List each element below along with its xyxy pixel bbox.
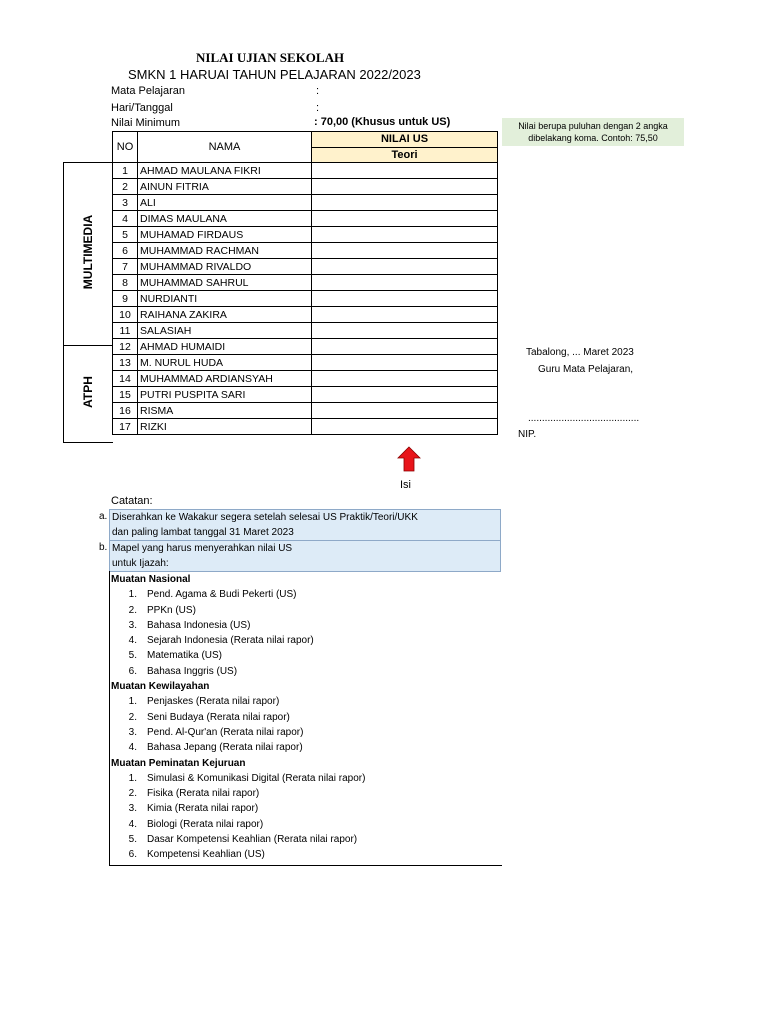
- note-marker-b: b.: [99, 542, 108, 553]
- list-item-label: Matematika (US): [147, 650, 223, 662]
- note-b-line-2: untuk Ijazah:: [112, 558, 169, 569]
- subject-category: Muatan Kewilayahan: [111, 681, 210, 693]
- row-name: SALASIAH: [138, 323, 312, 339]
- row-value-input[interactable]: [312, 291, 498, 307]
- row-value-input[interactable]: [312, 339, 498, 355]
- subject-list: [111, 572, 501, 863]
- row-name: M. NURUL HUDA: [138, 355, 312, 371]
- list-item-number: 2.: [128, 604, 137, 616]
- row-name: MUHAMAD FIRDAUS: [138, 227, 312, 243]
- row-no: 9: [113, 291, 138, 307]
- table-row: [113, 243, 498, 259]
- list-item: [111, 648, 501, 663]
- field-label-nilai-minimum: Nilai Minimum: [111, 117, 181, 129]
- table-row: [113, 211, 498, 227]
- row-value-input[interactable]: [312, 195, 498, 211]
- arrow-up-icon: [397, 446, 421, 472]
- note-a-line-2: dan paling lambat tanggal 31 Maret 2023: [112, 527, 294, 538]
- header-nilai-us: NILAI US: [312, 132, 498, 148]
- row-name: AINUN FITRIA: [138, 179, 312, 195]
- notes-heading: Catatan:: [111, 495, 153, 507]
- table-row: [113, 227, 498, 243]
- row-value-input[interactable]: [312, 179, 498, 195]
- row-value-input[interactable]: [312, 275, 498, 291]
- signature-nip: NIP.: [518, 429, 537, 440]
- table-row: [113, 163, 498, 179]
- list-item: [111, 847, 501, 862]
- row-no: 16: [113, 403, 138, 419]
- table-row: [113, 403, 498, 419]
- list-item-label: Bahasa Indonesia (US): [147, 619, 251, 631]
- note-b-line-1: Mapel yang harus menyerahkan nilai US: [112, 543, 293, 554]
- row-value-input[interactable]: [312, 323, 498, 339]
- table-row: [113, 339, 498, 355]
- row-name: ALI: [138, 195, 312, 211]
- list-item: [111, 587, 501, 602]
- row-name: AHMAD MAULANA FIKRI: [138, 163, 312, 179]
- row-name: MUHAMMAD RIVALDO: [138, 259, 312, 275]
- list-left-border: [109, 571, 110, 865]
- table-row: [113, 387, 498, 403]
- list-item-label: Seni Budaya (Rerata nilai rapor): [147, 711, 290, 723]
- row-name: MUHAMMAD SAHRUL: [138, 275, 312, 291]
- list-item-number: 2.: [128, 788, 137, 800]
- row-no: 15: [113, 387, 138, 403]
- list-item-label: Bahasa Jepang (Rerata nilai rapor): [147, 742, 303, 754]
- row-name: AHMAD HUMAIDI: [138, 339, 312, 355]
- list-item: [111, 771, 501, 786]
- list-item-number: 3.: [128, 619, 137, 631]
- row-no: 14: [113, 371, 138, 387]
- row-value-input[interactable]: [312, 403, 498, 419]
- list-item: [111, 664, 501, 679]
- row-no: 5: [113, 227, 138, 243]
- list-item-number: 2.: [128, 711, 137, 723]
- header-nama: NAMA: [138, 132, 312, 163]
- row-value-input[interactable]: [312, 227, 498, 243]
- list-item-number: 1.: [128, 696, 137, 708]
- row-no: 10: [113, 307, 138, 323]
- note-a-line-1: Diserahkan ke Wakakur segera setelah selesai US Praktik/Teori/UKK: [112, 512, 418, 523]
- list-item-label: Dasar Kompetensi Keahlian (Rerata nilai rapor): [147, 834, 358, 846]
- list-item-number: 4.: [128, 635, 137, 647]
- table-row: [113, 259, 498, 275]
- list-item: [111, 710, 501, 725]
- row-no: 2: [113, 179, 138, 195]
- row-name: RIZKI: [138, 419, 312, 435]
- row-no: 13: [113, 355, 138, 371]
- row-value-input[interactable]: [312, 211, 498, 227]
- signature-dots: ........................................: [528, 413, 640, 424]
- row-name: RAIHANA ZAKIRA: [138, 307, 312, 323]
- table-row: [113, 323, 498, 339]
- list-item-number: 5.: [128, 834, 137, 846]
- list-item-label: Kimia (Rerata nilai rapor): [147, 803, 259, 815]
- row-value-input[interactable]: [312, 355, 498, 371]
- list-item-number: 3.: [128, 726, 137, 738]
- field-label-hari-tanggal: Hari/Tanggal: [111, 102, 173, 114]
- list-item: [111, 694, 501, 709]
- list-item-label: PPKn (US): [147, 604, 196, 616]
- list-item-label: Pend. Agama & Budi Pekerti (US): [147, 589, 297, 601]
- subject-category: Muatan Peminatan Kejuruan: [111, 757, 246, 769]
- list-item-number: 1.: [128, 589, 137, 601]
- row-no: 11: [113, 323, 138, 339]
- field-value-hari-tanggal[interactable]: :: [316, 102, 320, 114]
- page-subtitle: SMKN 1 HARUAI TAHUN PELAJARAN 2022/2023: [128, 67, 421, 82]
- list-item-number: 6.: [128, 665, 137, 677]
- row-no: 8: [113, 275, 138, 291]
- list-bottom-border: [109, 865, 502, 866]
- table-row: [113, 291, 498, 307]
- row-value-input[interactable]: [312, 259, 498, 275]
- list-item: [111, 633, 501, 648]
- list-item-label: Kompetensi Keahlian (US): [147, 849, 265, 861]
- page-title: NILAI UJIAN SEKOLAH: [196, 50, 345, 65]
- list-item-label: Fisika (Rerata nilai rapor): [147, 788, 260, 800]
- header-teori: Teori: [312, 147, 498, 163]
- table-row: [113, 371, 498, 387]
- header-no: NO: [113, 132, 138, 163]
- format-note: Nilai berupa puluhan dengan 2 angka dibelakang koma. Contoh: 75,50: [502, 118, 684, 146]
- row-name: RISMA: [138, 403, 312, 419]
- field-value-nilai-minimum: : 70,00 (Khusus untuk US): [314, 116, 451, 128]
- table-row: [113, 179, 498, 195]
- list-item-label: Biologi (Rerata nilai rapor): [147, 818, 264, 830]
- row-name: NURDIANTI: [138, 291, 312, 307]
- list-item: [111, 817, 501, 832]
- row-no: 4: [113, 211, 138, 227]
- table-row: [113, 355, 498, 371]
- note-item-a: [109, 509, 501, 541]
- row-name: MUHAMMAD RACHMAN: [138, 243, 312, 259]
- row-no: 6: [113, 243, 138, 259]
- grades-table: [112, 131, 498, 435]
- list-item: [111, 603, 501, 618]
- list-item: [111, 740, 501, 755]
- note-item-b: [109, 540, 501, 572]
- row-name: DIMAS MAULANA: [138, 211, 312, 227]
- row-no: 3: [113, 195, 138, 211]
- field-label-mata-pelajaran: Mata Pelajaran: [111, 85, 185, 97]
- row-value-input[interactable]: [312, 243, 498, 259]
- list-item-number: 1.: [128, 772, 137, 784]
- list-item-label: Sejarah Indonesia (Rerata nilai rapor): [147, 635, 314, 647]
- list-item: [111, 832, 501, 847]
- list-item-number: 4.: [128, 742, 137, 754]
- row-name: PUTRI PUSPITA SARI: [138, 387, 312, 403]
- field-value-mata-pelajaran[interactable]: :: [316, 85, 320, 97]
- subject-category: Muatan Nasional: [111, 574, 191, 585]
- group-label-atph: ATPH: [81, 376, 95, 408]
- row-value-input[interactable]: [312, 371, 498, 387]
- row-no: 1: [113, 163, 138, 179]
- row-no: 7: [113, 259, 138, 275]
- group-label-multimedia: MULTIMEDIA: [81, 214, 95, 290]
- row-value-input[interactable]: [312, 387, 498, 403]
- signature-place-date: Tabalong, ... Maret 2023: [526, 347, 634, 358]
- table-row: [113, 275, 498, 291]
- table-row: [113, 195, 498, 211]
- table-row: [113, 307, 498, 323]
- row-value-input[interactable]: [312, 163, 498, 179]
- row-value-input[interactable]: [312, 307, 498, 323]
- row-name: MUHAMMAD ARDIANSYAH: [138, 371, 312, 387]
- list-item-label: Penjaskes (Rerata nilai rapor): [147, 696, 280, 708]
- arrow-label: Isi: [400, 479, 411, 491]
- list-item: [111, 801, 501, 816]
- list-item-number: 3.: [128, 803, 137, 815]
- row-no: 17: [113, 419, 138, 435]
- list-item-label: Simulasi & Komunikasi Digital (Rerata nilai rapor): [147, 772, 366, 784]
- note-marker-a: a.: [99, 511, 108, 522]
- list-item-number: 5.: [128, 650, 137, 662]
- list-item: [111, 786, 501, 801]
- list-item-label: Pend. Al-Qur'an (Rerata nilai rapor): [147, 726, 304, 738]
- signature-role: Guru Mata Pelajaran,: [538, 364, 634, 375]
- row-no: 12: [113, 339, 138, 355]
- list-item-number: 4.: [128, 818, 137, 830]
- list-item: [111, 618, 501, 633]
- list-item: [111, 725, 501, 740]
- list-item-number: 6.: [128, 849, 137, 861]
- list-item-label: Bahasa Inggris (US): [147, 665, 238, 677]
- row-value-input[interactable]: [312, 419, 498, 435]
- table-row: [113, 419, 498, 435]
